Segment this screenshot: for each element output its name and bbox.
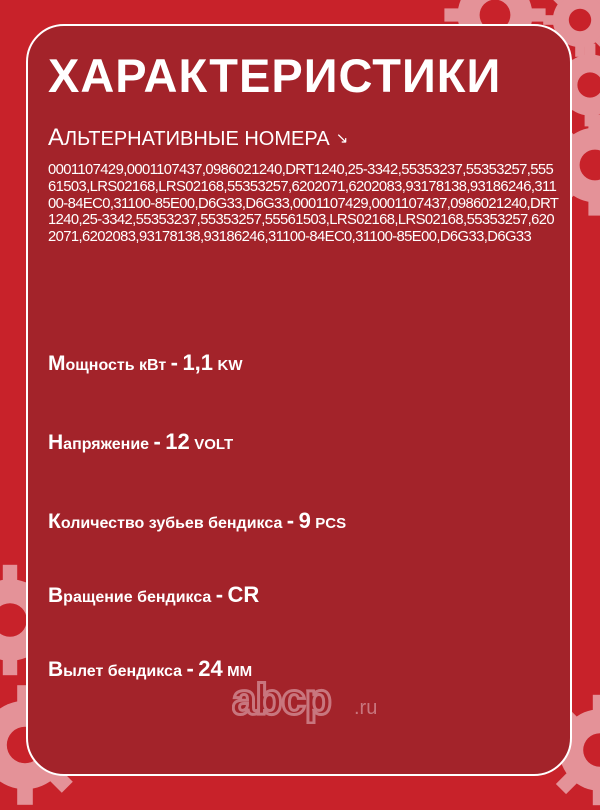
spec-label: ращение бендикса (63, 589, 212, 606)
spec-power (48, 352, 242, 374)
logo-text: abcp (232, 676, 331, 724)
spec-separator: - (186, 656, 194, 681)
alt-numbers-list: 0001107429,0001107437,0986021240,DRT1240,25-3342,55353237,55353257,55561503,LRS02168,LRS02168,55353257,6202071,6202083,93178138,93186246,31100-84EC0,31100-85E00,D6G33,D6G33,0001107429,0001107437,0986021240,DRT1240,25-3342,55353237,55353257,55561503,LRS02168,LRS02168,55353257,6202071,6202083,93178138,93186246,31100-84EC0,31100-85E00,D6G33,D6G33 (48, 162, 559, 246)
alt-numbers-heading-rest: ЛЬТЕРНАТИВНЫЕ НОМЕРА (64, 128, 330, 150)
spec-label-first: В (48, 658, 64, 681)
spec-label-first: К (48, 510, 61, 533)
spec-label-first: Н (48, 431, 64, 454)
spec-unit: ММ (227, 663, 253, 680)
spec-value: 1,1 (182, 350, 214, 375)
spec-label-first: М (48, 352, 66, 375)
spec-value: 9 (298, 508, 311, 533)
spec-label: ылет бендикса (63, 663, 182, 680)
spec-unit: VOLT (194, 436, 234, 453)
spec-unit: KW (217, 357, 243, 374)
alt-numbers-heading-first: А (48, 124, 65, 151)
logo-suffix: .ru (354, 697, 378, 719)
spec-separator: - (215, 582, 224, 607)
spec-separator: - (286, 508, 295, 533)
arrow-down-right-icon: ↘ (335, 130, 349, 147)
spec-value: 12 (165, 429, 190, 454)
spec-value: 24 (198, 656, 223, 681)
page-title: ХАРАКТЕРИСТИКИ (48, 49, 502, 102)
alt-numbers-heading (48, 126, 348, 150)
abcp-logo (232, 676, 392, 724)
spec-unit: PCS (315, 515, 347, 532)
spec-label: оличество зубьев бендикса (60, 515, 283, 532)
spec-label: апряжение (63, 436, 150, 453)
characteristics-card (26, 24, 572, 776)
spec-separator: - (170, 350, 178, 375)
spec-value: CR (227, 582, 260, 607)
spec-rotation (48, 584, 259, 606)
spec-teeth-count (48, 510, 346, 532)
spec-projection (48, 658, 252, 680)
spec-voltage (48, 431, 233, 453)
spec-label: ощность кВт (65, 357, 167, 374)
spec-label-first: В (48, 584, 64, 607)
spec-separator: - (153, 429, 161, 454)
